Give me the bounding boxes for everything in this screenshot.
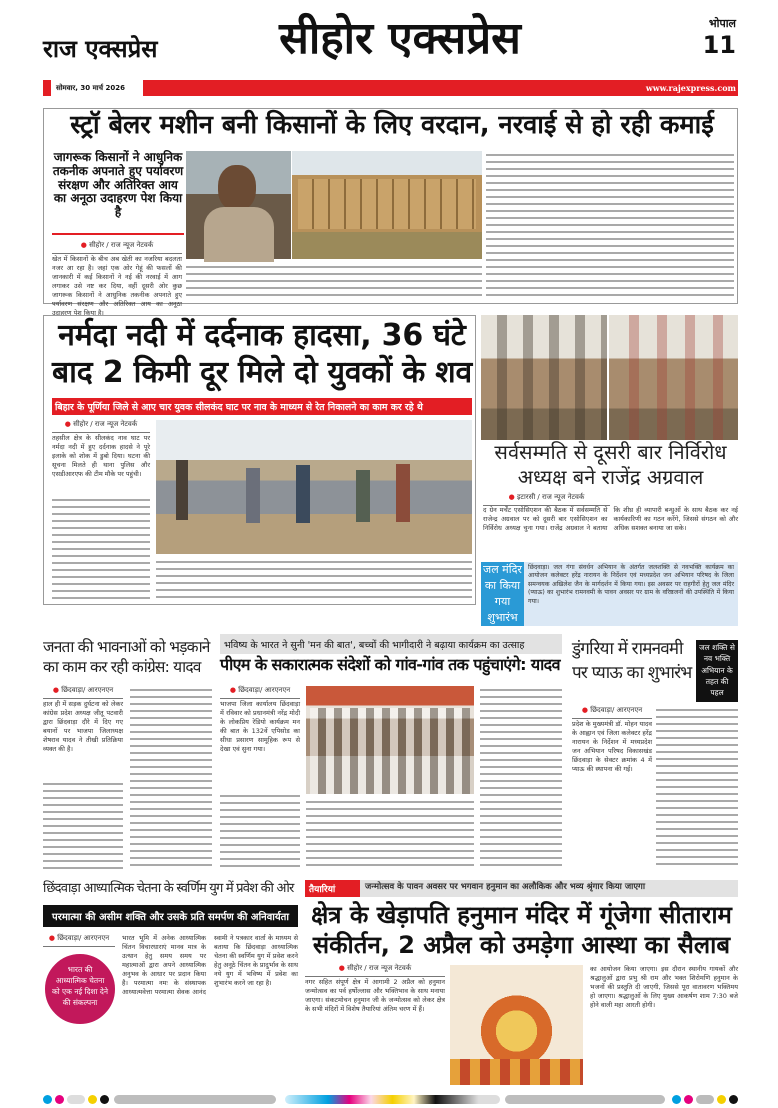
byline: ● सीहोर / राज न्यूज नेटवर्क xyxy=(52,420,150,433)
article-body-right: का आयोजन किया जाएगा। इस दौरान स्थानीय गायकों और श्रद्धालुओं द्वारा प्रभु श्री राम और भक्त शिरोमणि हनुमान के भजनों की प्रस्तुति दी जाएगी, जिससे पूरा वातावरण भक्तिमय हो जाएगा। श्रद्धालुओं के लिए मुख्य आकर्षण शाम 7:30 बजे होने वाली महा आरती होगी। xyxy=(590,965,738,1009)
story-narmada-accident xyxy=(43,315,476,605)
article-body: प्रदेश के मुख्यमंत्री डॉ. मोहन यादव के आह्वान एवं जिला कलेक्टर हरेंद्र नारायन के निर्देशन में मध्यप्रदेश जन अभियान परिषद विकासखंड छिंदवाड़ा के सेक्टर क्रमांक 4 में प्याऊ की स्थापना की गई। xyxy=(572,720,652,773)
registration-dot-yellow xyxy=(717,1095,726,1104)
headline: स्ट्रॉ बेलर मशीन बनी किसानों के लिए वरदान, नरवाई से हो रही कमाई xyxy=(70,110,714,140)
registration-dot-yellow xyxy=(88,1095,97,1104)
brand-logo[interactable]: राज एक्सप्रेस xyxy=(43,35,158,63)
city-label: भोपाल xyxy=(708,17,736,30)
kicker: जन्मोत्सव के पावन अवसर पर भगवान हनुमान का अलौकिक और भव्य श्रृंगार किया जाएगा xyxy=(365,882,646,892)
grey-bar-right xyxy=(505,1095,665,1104)
article-body-continued xyxy=(186,263,482,301)
black-strap: परमात्मा की असीम शक्ति और उसके प्रति समर्पण की अनिवार्यता xyxy=(43,905,298,927)
article-body-col2 xyxy=(656,706,738,870)
article-body-continued xyxy=(52,496,150,600)
byline: ● छिंदवाड़ा/ आरएनएन xyxy=(572,706,652,719)
byline: ● सीहोर / राज न्यूज नेटवर्क xyxy=(52,241,182,254)
issue-date: सोमवार, 30 मार्च 2026 xyxy=(56,84,125,92)
jal-mandir-label: जल मंदिर का किया गया शुभारंभ xyxy=(481,562,524,626)
website[interactable]: www.rajexpress.com xyxy=(645,83,736,93)
jal-mandir-body: छिंदवाड़ा। जल गंगा संवर्धन अभियान के अंतर्गत जलशक्ति से नवभक्ति कार्यक्रम का आयोजन कलेक्टर हरेंद्र नारायन के निर्देशन एवं मध्यप्रदेश जन अभियान परिषद के जिला समन्वयक अखिलेश जैन के मार्गदर्शन में किया गया। इस अवसर पर राहगीरों हेतु जल मंदिर (प्याऊ) का शुभारंभ रामनवमी के पावन अवसर पर ग्राम के वरिष्ठजनों की उपस्थिति में किया गया। xyxy=(524,562,738,626)
article-body: नगर सहित संपूर्ण क्षेत्र में आगामी 2 अप्रैल को हनुमान जन्मोत्सव का पर्व हर्षोल्लास और भक्तिभाव के साथ मनाया जाएगा। संकटमोचन हनुमान जी के जन्मोत्सव को लेकर क्षेत्र के सभी मंदिरों में विशेष तैयारियां अंतिम चरण में हैं। xyxy=(305,978,445,1013)
headline: सर्वसम्मति से दूसरी बार निर्विरोध अध्यक्ष बने राजेंद्र अग्रवाल xyxy=(494,440,727,489)
registration-dot-cyan xyxy=(43,1095,52,1104)
article-body-continued xyxy=(220,792,300,870)
byline: ● छिंदवाड़ा/ आरएनएन xyxy=(43,686,123,699)
story-straw-baler xyxy=(43,108,738,317)
registration-dot-magenta xyxy=(55,1095,64,1104)
grey-bar-left xyxy=(114,1095,276,1104)
headline: छिंदवाड़ा आध्यात्मिक चेतना के स्वर्णिम युग में प्रवेश की ओर xyxy=(43,881,294,896)
registration-dot-black xyxy=(100,1095,109,1104)
page-number: 11 xyxy=(702,31,736,59)
hanuman-idol-photo xyxy=(450,965,583,1085)
red-strap: बिहार के पूर्णिया जिले से आए चार युवक सीलकंद घाट पर नाव के माध्यम से रेत निकालने का काम कर रहे थे xyxy=(52,398,472,415)
registration-dot-cyan xyxy=(672,1095,681,1104)
article-body: द ग्रेन मर्चेंट एसोसिएशन की बैठक में सर्वसम्मति से राजेन्द्र अग्रवाल पर को दूसरी बार एसोसिएशन का निर्विरोध अध्यक्ष चुना गया। राजेंद्र अग्रवाल ने बताया कि शीघ्र ही व्यापारी बन्धुओं के साथ बैठक कर नई कार्यकारिणी का गठन करेंगे, जिससे संगठन को और अधिक सशक्त बनाया जा सके। xyxy=(483,506,738,532)
article-body-col2 xyxy=(130,686,212,870)
colour-gradient-strip xyxy=(285,1095,500,1104)
byline: ● इटारसी / राज न्यूज नेटवर्क xyxy=(483,493,610,506)
article-body-continued xyxy=(43,780,123,870)
byline: ● छिंदवाड़ा/ आरएनएन xyxy=(220,686,300,699)
registration-dot-magenta xyxy=(684,1095,693,1104)
article-body-lower xyxy=(156,558,472,600)
registration-dot-black xyxy=(729,1095,738,1104)
article-body-col3 xyxy=(480,686,562,870)
article-body: भाजपा जिला कार्यालय छिंदवाड़ा में रविवार को प्रधानमंत्री नरेंद्र मोदी के लोकप्रिय रेडियो कार्यक्रम मन की बात के 132वें एपिसोड का सीधा प्रसारण सामूहिक रूप से देखा एवं सुना गया। xyxy=(220,700,300,753)
headline: पीएम के सकारात्मक संदेशों को गांव-गांव तक पहुंचाएंगे: यादव xyxy=(220,655,560,674)
article-body: खेत में किसानों के बीच अब खेती का नजरिया बदलता नजर आ रहा है। जहां एक ओर गेहूं की फसलों की जानकारी में कई किसानों ने नई की नरवाई में आग लगाकर उसे नष्ट कर दिया, वहीं दूसरी ओर कुछ जागरूक किसानों ने आधुनिक तकनीक अपनाते हुए पर्यावरण संरक्षण और अतिरिक्त आय का अनूठा उदाहरण पेश किया है। xyxy=(52,255,182,317)
mann-ki-baat-photo xyxy=(306,686,474,794)
subhead: जागरूक किसानों ने आधुनिक तकनीक अपनाते हुए पर्यावरण संरक्षण और अतिरिक्त आय का अनूठा उदाहरण पेश किया है xyxy=(52,151,184,235)
side-box: जल शक्ति से नव भक्ति अभियान के तहत की पहल xyxy=(696,640,738,702)
pull-quote-circle: भारत की आध्यात्मिक चेतना को एक नई दिशा देने की संकल्पना xyxy=(43,952,117,1026)
headline: क्षेत्र के खेड़ापति हनुमान मंदिर में गूंजेगा सीताराम संकीर्तन, 2 अप्रैल को उमड़ेगा आस्था का सैलाब xyxy=(311,901,732,959)
registration-dot-grey xyxy=(696,1095,714,1104)
article-body: तहसील क्षेत्र के सीलकंद नाव घाट पर नर्मदा नदी में हुए दर्दनाक हादसे ने पूरे इलाके को शोक में डुबो दिया। घटना की सूचना मिलते ही थाना पुलिस और एसडीआरएफ की टीम मौके पर पहुंची। xyxy=(52,434,150,478)
headline: जनता की भावनाओं को भड़काने का काम कर रही कांग्रेस: यादव xyxy=(43,638,210,677)
article-body-lower xyxy=(306,798,474,870)
article-body: भारत भूमि में अनेक आध्यात्मिक चिंतन विचारधाराएं मानव मात्र के उत्थान हेतु समय समय पर महात्माओं द्वारा अपने आध्यात्मिक अनुभव के आधार पर प्रदान किया है। परमात्मा नमः के संस्थापक आध्यात्मवेत्ता परमात्मा सेवक आनंद स्वामी ने पत्रकार वार्ता के माध्यम से बताया कि छिंदवाड़ा आध्यात्मिक चेतना की स्वर्णिम युग में प्रवेश करने हेतु अनूठे चिंतन के प्रादुर्भाव के साथ नये युग में भविष्य में प्रवेश का शुभारंभ करने जा रहा है। xyxy=(122,934,298,996)
kicker-strip: भविष्य के भारत ने सुनी 'मन की बात', बच्चों की भागीदारी ने बढ़ाया कार्यक्रम का उत्साह xyxy=(220,634,562,654)
byline: ● छिंदवाड़ा/ आरएनएन xyxy=(43,934,115,947)
article-body-right xyxy=(486,151,734,301)
felicitation-photo xyxy=(481,315,738,440)
hay-bales-photo xyxy=(292,151,482,259)
article-body: हाल ही में सड़क दुर्घटना को लेकर कांग्रेस प्रदेश अध्यक्ष जीतू पटवारी द्वारा छिंदवाड़ा दौरे में दिए गए बयानों पर भाजपा जिलाध्यक्ष शेषराव यादव ने तीखी प्रतिक्रिया व्यक्त की है। xyxy=(43,700,123,753)
edition-title: सीहोर एक्सप्रेस xyxy=(279,13,521,64)
registration-dot-grey xyxy=(67,1095,85,1104)
headline: डुंगरिया में रामनवमी पर प्याऊ का शुभारंभ xyxy=(572,639,692,683)
headline: नर्मदा नदी में दर्दनाक हादसा, 36 घंटे बाद 2 किमी दूर मिले दो युवकों के शव xyxy=(52,318,472,390)
byline: ● सीहोर / राज न्यूज नेटवर्क xyxy=(305,964,445,977)
red-marker xyxy=(43,80,51,96)
river-rescue-photo xyxy=(156,420,472,554)
farmer-photo xyxy=(186,151,291,259)
tag-label: तैयारियां xyxy=(305,880,360,897)
